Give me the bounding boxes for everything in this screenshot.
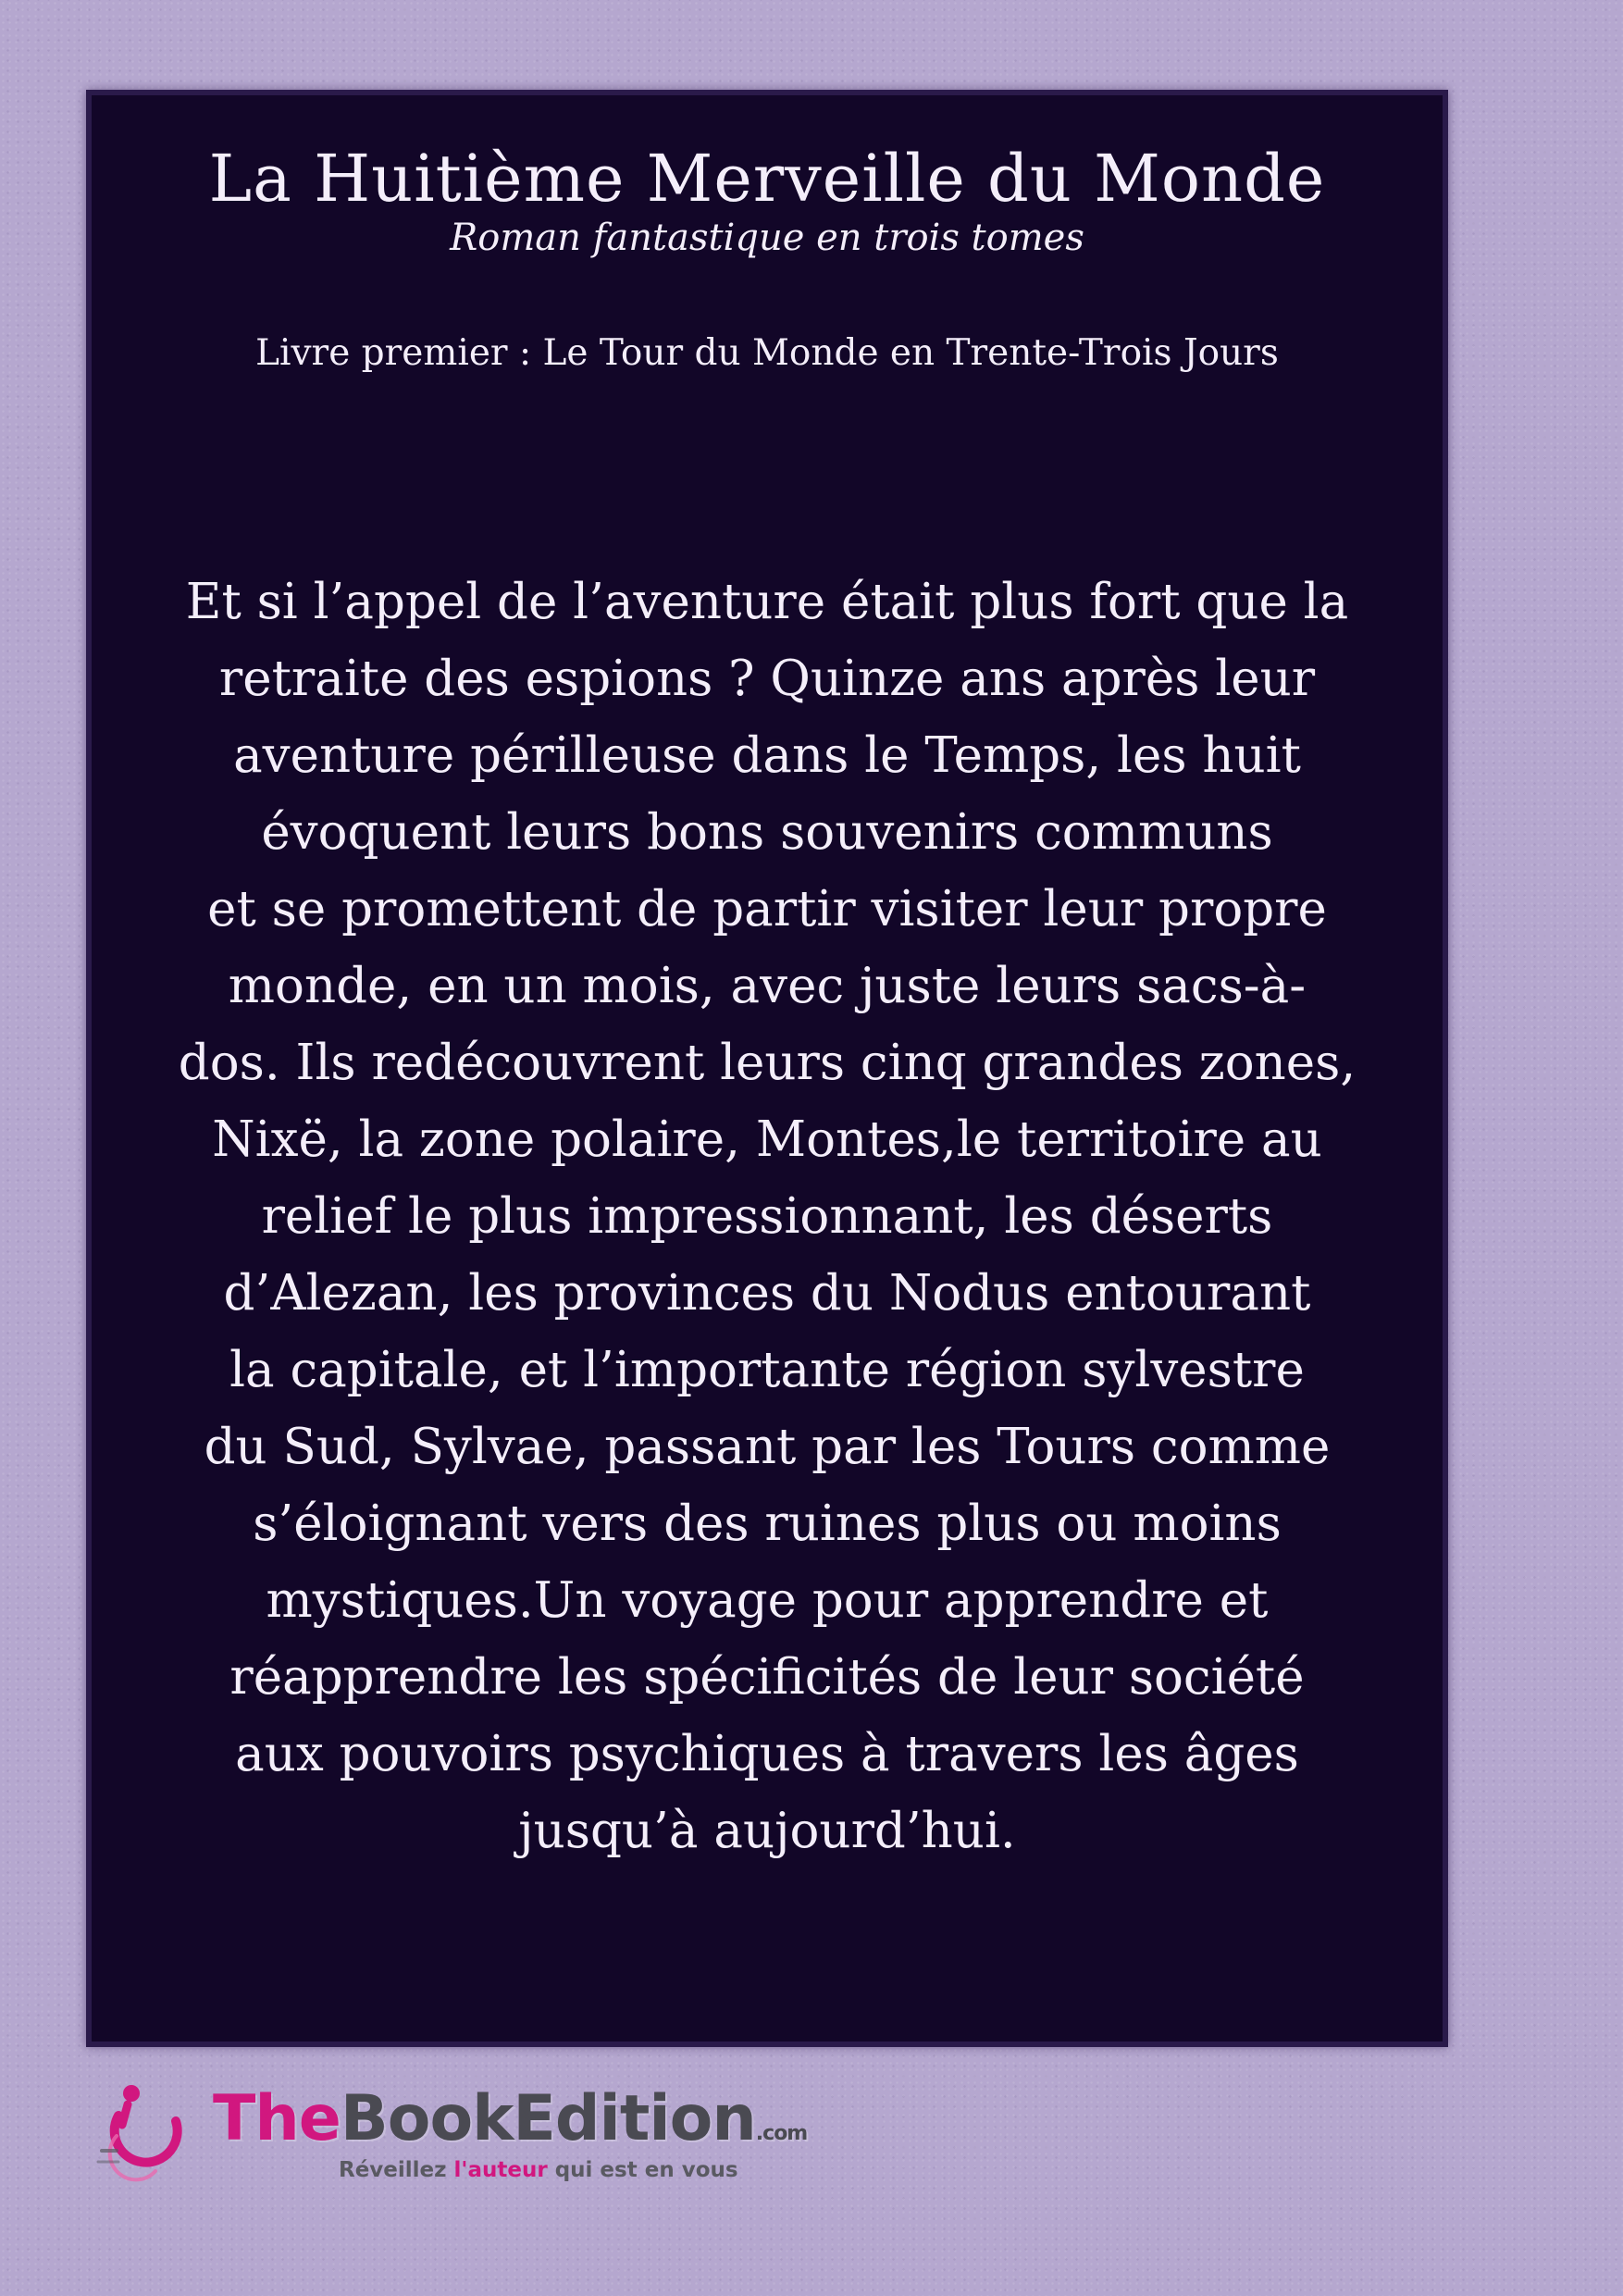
blurb-line: relief le plus impressionnant, les déserts — [261, 1188, 1273, 1245]
publisher-name-suffix: .com — [755, 2122, 808, 2145]
back-cover-panel — [86, 90, 1448, 2047]
blurb-line: Et si l’appel de l’aventure était plus fort que la — [185, 574, 1349, 630]
book-subtitle: Roman fantastique en trois tomes — [450, 217, 1084, 259]
blurb-line: s’éloignant vers des ruines plus ou moins — [253, 1496, 1282, 1552]
publisher-name-the: The — [213, 2082, 341, 2155]
tagline-part2: qui est en vous — [547, 2158, 738, 2182]
blurb-line: aux pouvoirs psychiques à travers les âges — [235, 1726, 1299, 1782]
blurb-line: réapprendre les spécificités de leur société — [229, 1649, 1305, 1706]
publisher-name — [213, 2082, 807, 2155]
blurb-line: évoquent leurs bons souvenirs communs — [261, 804, 1273, 861]
tagline-part1: Réveillez — [339, 2158, 454, 2182]
volume-title: Livre premier : Le Tour du Monde en Trente-Trois Jours — [255, 332, 1279, 374]
blurb-line: du Sud, Sylvae, passant par les Tours comme — [204, 1419, 1331, 1475]
tagline-highlight: l'auteur — [453, 2158, 548, 2182]
blurb-line: dos. Ils redécouvrent leurs cinq grandes zones, — [178, 1035, 1357, 1091]
person-circle-logo-icon — [91, 2082, 202, 2193]
blurb-line: d’Alezan, les provinces du Nodus entourant — [223, 1265, 1311, 1322]
blurb-line: jusqu’à aujourd’hui. — [518, 1803, 1016, 1859]
publisher-logo — [91, 2079, 831, 2208]
blurb-line: monde, en un mois, avec juste leurs sacs-à- — [228, 958, 1307, 1014]
publisher-tagline — [339, 2158, 738, 2182]
blurb-line: aventure périlleuse dans le Temps, les huit — [233, 727, 1301, 784]
blurb-line: et se promettent de partir visiter leur propre — [207, 881, 1327, 937]
blurb-line: Nixë, la zone polaire, Montes,le territoire au — [212, 1111, 1322, 1168]
blurb-text — [160, 564, 1374, 1869]
blurb-line: mystiques.Un voyage pour apprendre et — [266, 1572, 1269, 1629]
blurb-line: la capitale, et l’importante région sylvestre — [229, 1342, 1305, 1398]
book-title: La Huitième Merveille du Monde — [208, 141, 1326, 217]
publisher-name-bookedition: BookEdition — [340, 2082, 756, 2155]
blurb-line: retraite des espions ? Quinze ans après leur — [218, 651, 1316, 707]
